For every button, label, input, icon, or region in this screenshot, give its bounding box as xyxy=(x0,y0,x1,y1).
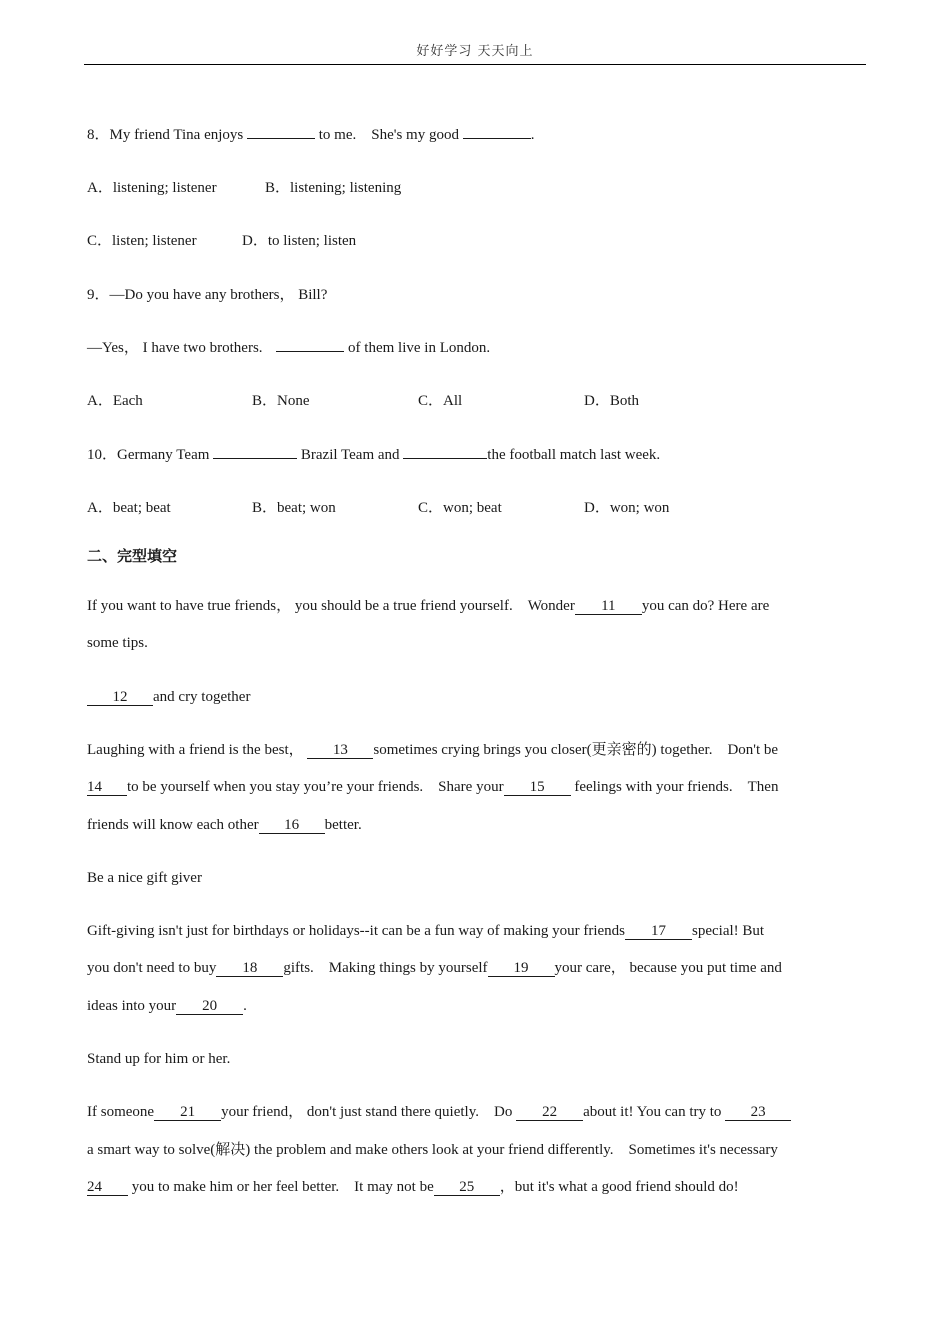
cloze-blank-12[interactable]: 12 xyxy=(87,689,153,706)
cloze-blank-11[interactable]: 11 xyxy=(575,598,642,615)
cloze-text: . xyxy=(243,998,247,1014)
cloze-text: you to make him or her feel better. It may not be xyxy=(128,1179,434,1195)
cloze-text: better. xyxy=(324,817,362,833)
header-text: 好好学习 天天向上 xyxy=(416,44,534,59)
cloze-paragraph-4-line-2: a smart way to solve(解决) the problem and make others look at your friend differently. Sometimes it's necessary xyxy=(87,1142,778,1158)
question-10-stem xyxy=(87,446,660,464)
q10-stem-part: the football match last week. xyxy=(487,447,661,463)
cloze-text: ideas into your xyxy=(87,998,177,1014)
cloze-blank-18[interactable]: 18 xyxy=(216,960,283,977)
cloze-text: you can do? Here are xyxy=(641,598,770,614)
cloze-paragraph-2-line-3 xyxy=(87,816,362,834)
answer-blank[interactable] xyxy=(247,138,315,139)
q8-option-b[interactable]: B．listening; listening xyxy=(265,180,402,196)
page-header xyxy=(84,0,866,65)
cloze-blank-21[interactable]: 21 xyxy=(154,1104,221,1121)
q10-stem-part: Brazil Team and xyxy=(297,447,404,463)
cloze-paragraph-3-line-3 xyxy=(87,997,247,1015)
cloze-blank-16[interactable]: 16 xyxy=(259,817,325,834)
cloze-text: feelings with your friends. Then xyxy=(570,779,779,795)
q9-option-d[interactable]: D．Both xyxy=(584,393,640,409)
answer-blank[interactable] xyxy=(276,351,344,352)
cloze-text: Gift-giving isn't just for birthdays or holidays--it can be a fun way of making your friends xyxy=(87,923,626,939)
q10-stem-part: 10．Germany Team xyxy=(87,447,214,463)
cloze-text: you don't need to buy xyxy=(87,960,217,976)
section-title: 二、完型填空 xyxy=(87,547,178,565)
cloze-blank-17[interactable]: 17 xyxy=(625,923,692,940)
q9-answer-part: —Yes， I have two brothers. xyxy=(87,340,267,356)
cloze-blank-20[interactable]: 20 xyxy=(176,998,243,1015)
cloze-text: ，but it's what a good friend should do! xyxy=(499,1179,739,1195)
q8-stem-part: 8．My friend Tina enjoys xyxy=(87,127,248,143)
cloze-text: your care， because you put time and xyxy=(554,960,782,976)
cloze-paragraph-1-line-1 xyxy=(87,597,769,615)
cloze-blank-23[interactable]: 23 xyxy=(725,1104,791,1121)
cloze-paragraph-3-line-2 xyxy=(87,959,782,977)
cloze-text: sometimes crying brings you closer(更亲密的) together. Don't be xyxy=(373,742,779,758)
question-9-stem: 9．—Do you have any brothers， Bill? xyxy=(87,287,328,303)
cloze-blank-22[interactable]: 22 xyxy=(516,1104,583,1121)
q9-answer-part: of them live in London. xyxy=(344,340,491,356)
answer-blank[interactable] xyxy=(213,458,297,459)
cloze-text: special! But xyxy=(692,923,765,939)
cloze-paragraph-4-line-1 xyxy=(87,1103,791,1121)
cloze-blank-13[interactable]: 13 xyxy=(307,742,373,759)
q8-stem-part: . xyxy=(530,127,535,143)
cloze-blank-24[interactable]: 24 xyxy=(87,1179,128,1196)
q10-option-a[interactable]: A．beat; beat xyxy=(87,500,171,516)
cloze-heading-3: Stand up for him or her. xyxy=(87,1051,231,1067)
cloze-heading-2: Be a nice gift giver xyxy=(87,870,202,886)
cloze-paragraph-2-line-1 xyxy=(87,741,778,759)
cloze-blank-15[interactable]: 15 xyxy=(504,779,571,796)
cloze-blank-25[interactable]: 25 xyxy=(434,1179,500,1196)
q8-option-d[interactable]: D．to listen; listen xyxy=(242,233,357,249)
q9-option-c[interactable]: C．All xyxy=(418,393,463,409)
cloze-heading-1 xyxy=(87,688,250,706)
q10-option-b[interactable]: B．beat; won xyxy=(252,500,336,516)
cloze-text: If you want to have true friends， you should be a true friend yourself. Wonder xyxy=(87,598,575,614)
q8-option-a[interactable]: A．listening; listener xyxy=(87,180,217,196)
q8-option-c[interactable]: C．listen; listener xyxy=(87,233,197,249)
cloze-paragraph-4-line-3 xyxy=(87,1178,739,1196)
cloze-text: Laughing with a friend is the best， xyxy=(87,742,308,758)
q9-option-b[interactable]: B．None xyxy=(252,393,310,409)
cloze-text: friends will know each other xyxy=(87,817,259,833)
cloze-text: to be yourself when you stay you’re your friends. Share your xyxy=(127,779,504,795)
cloze-paragraph-2-line-2 xyxy=(87,778,778,796)
answer-blank[interactable] xyxy=(463,138,531,139)
cloze-text: gifts. Making things by yourself xyxy=(283,960,488,976)
cloze-paragraph-1-line-2: some tips. xyxy=(87,635,148,651)
cloze-text: If someone xyxy=(87,1104,155,1120)
cloze-heading-text: and cry together xyxy=(153,689,251,705)
q10-option-d[interactable]: D．won; won xyxy=(584,500,670,516)
cloze-text: about it! You can try to xyxy=(583,1104,726,1120)
question-8-stem xyxy=(87,126,534,144)
q10-option-c[interactable]: C．won; beat xyxy=(418,500,502,516)
q9-option-a[interactable]: A．Each xyxy=(87,393,143,409)
q8-stem-part: to me. She's my good xyxy=(315,127,463,143)
cloze-blank-14[interactable]: 14 xyxy=(87,779,127,796)
cloze-blank-19[interactable]: 19 xyxy=(488,960,555,977)
question-9-answer xyxy=(87,339,490,357)
answer-blank[interactable] xyxy=(403,458,487,459)
cloze-paragraph-3-line-1 xyxy=(87,922,764,940)
cloze-text: your friend， don't just stand there quietly. Do xyxy=(221,1104,517,1120)
